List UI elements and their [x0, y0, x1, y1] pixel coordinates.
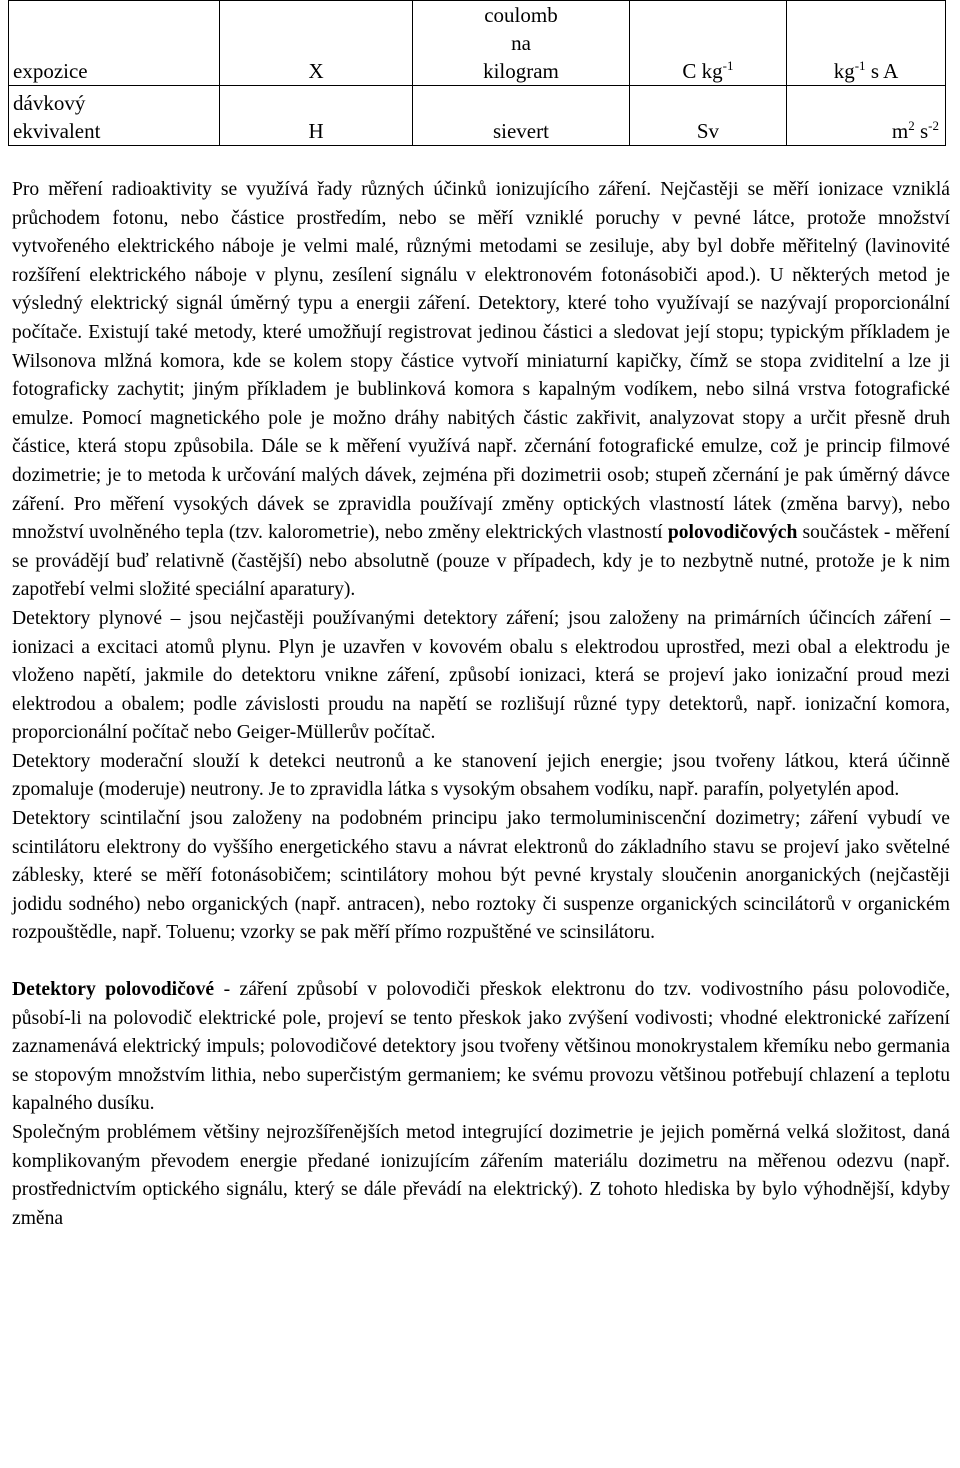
paragraph-measurement-methods: Pro měření radioaktivity se využívá řady různých účinků ionizujícího záření. Nejčastěji se měří ionizace vzniklá průchodem fotonu, nebo částice prostředím, nebo se měří vzniklé poruchy v pevné látce, protože množství vytvořeného elektrického náboje je velmi malé, různými metodami se zesiluje, aby byl dobře měřitelný (lavinovité rozšíření elektrického náboje v plynu, zesílení signálu v elektronovém fotonásobiči apod.). U některých metod je výsledný elektrický signál úměrný typu a energii záření. Detektory, které toho využívají se nazývají proporcionální počítače. Existují také metody, které umožňují registrovat jedinou částici a sledovat její stopu; typickým příkladem je Wilsonova mlžná komora, kde se kolem stopy částice vytvoří miniaturní kapičky, čímž se stopa zviditelní a lze ji fotograficky zachytit; jiným příkladem je bublinková komora s kapalným vodíkem, nebo silná vrstva fotografické emulze. Pomocí magnetického pole je možno dráhy nabitých částic zakřivit, analyzovat stopy a určit přesně druh částice, která stopu způsobila. Dále se k měření využívá např. zčernání fotografické emulze, což je princip filmové dozimetrie; je to metoda k určování malých dávek, zejména při dozimetrii osob; stupeň zčernání je pak úměrný dávce záření. Pro měření vysokých dávek se zpravidla používají změny optických vlastností látek (změna barvy), nebo množství uvolněného tepla (tzv. kalorometrie), nebo změny elektrických vlastností polovodičových součástek - měření se provádějí buď relativně (častější) nebo absolutně (pouze v případech, kdy je to nezbytně nutné, protože je k nim zapotřebí velmi složité speciální aparatury).	[12, 179, 951, 601]
table-row	[9, 1, 946, 86]
symbol-cell: H	[220, 86, 413, 146]
unit-symbol-cell: Sv	[629, 86, 786, 146]
paragraph-common-problem: Společným problémem většiny nejrozšířenějších metod integrující dozimetrie je jejich poměrná velká složitost, daná komplikovaným převodem energie předané ionizujícím zářením materiálu dozimetru na měřenou odezvu (např. prostřednictvím optického signálu, který se dále převádí na elektrický). Z tohoto hlediska by bylo výhodnější, kdyby změna	[12, 1122, 950, 1229]
paragraph-gas-detectors: Detektory plynové – jsou nejčastěji používanými detektory záření; jsou založeny na primárních účincích záření – ionizaci a excitaci atomů plynu. Plyn je uzavřen v kovovém obalu s elektrodou uprostřed, mezi obal a elektrodu je vloženo napětí, jakmile do detektoru vnikne záření, způsobí ionizaci, která se projeví jako ionizační proud mezi elektrodou a obalem; podle závislosti proudu na napětí se rozlišují různé typy detektorů, např. ionizační komora, proporcionální počítač nebo Geiger-Müllerův počítač.	[12, 607, 950, 744]
unit-name-cell: coulomb na kilogram	[413, 1, 630, 86]
paragraph-gap	[12, 948, 950, 976]
si-unit-cell: $m^2$ $s^{-2}$	[786, 86, 945, 146]
quantity-cell: expozice	[9, 1, 220, 86]
paragraph-moderation-detectors: Detektory moderační slouží k detekci neutronů a ke stanovení jejich energie; jsou tvořeny látkou, která účinně zpomaluje (moderuje) neutrony. Je to zpravidla látka s vysokým obsahem vodíku, např. parafín, polyetylén apod.	[12, 750, 950, 801]
units-table	[8, 0, 946, 146]
unit-name-cell: sievert	[413, 86, 630, 146]
unit-symbol-cell: C $kg^{-1}$	[629, 1, 786, 86]
quantity-cell: dávkový ekvivalent	[9, 86, 220, 146]
paragraph-scintillation-detectors: Detektory scintilační jsou založeny na podobném principu jako termoluminiscenční dozimetry; záření vybudí ve scintilátoru elektrony do vyššího energetického stavu a návrat elektronů do základního stavu se projeví jako světelné záblesky, které se měří fotonásobičem; scintilátory mohou být pevné krystaly sloučenin anorganických (nejčastěji jodidu sodného) nebo organických (např. antracen), nebo roztoky či suspenze organických scincilátorů v organickém rozpouštědle, např. Toluenu; vzorky se pak měří přímo rozpuštěné ve scinsilátoru.	[12, 808, 950, 944]
si-unit-cell: $kg^{-1}$ s A	[786, 1, 945, 86]
document-page	[12, 0, 950, 1233]
table-row	[9, 86, 946, 146]
paragraph-semiconductor-detectors: Detektory polovodičové - záření způsobí v polovodiči přeskok elektronu do tzv. vodivostního pásu polovodiče, působí-li na polovodič elektrické pole, projeví se tento přeskok jako zvýšení vodivosti; vhodné elektronické zařízení zaznamenává elektrický impuls; polovodičové detektory jsou tvořeny většinou monokrystalem křemíku nebo germania se stopovým množstvím lithia, nebo superčistým germaniem; ke svému provozu většinou potřebují chlazení a teplotu kapalného dusíku.	[12, 979, 950, 1115]
symbol-cell: X	[220, 1, 413, 86]
